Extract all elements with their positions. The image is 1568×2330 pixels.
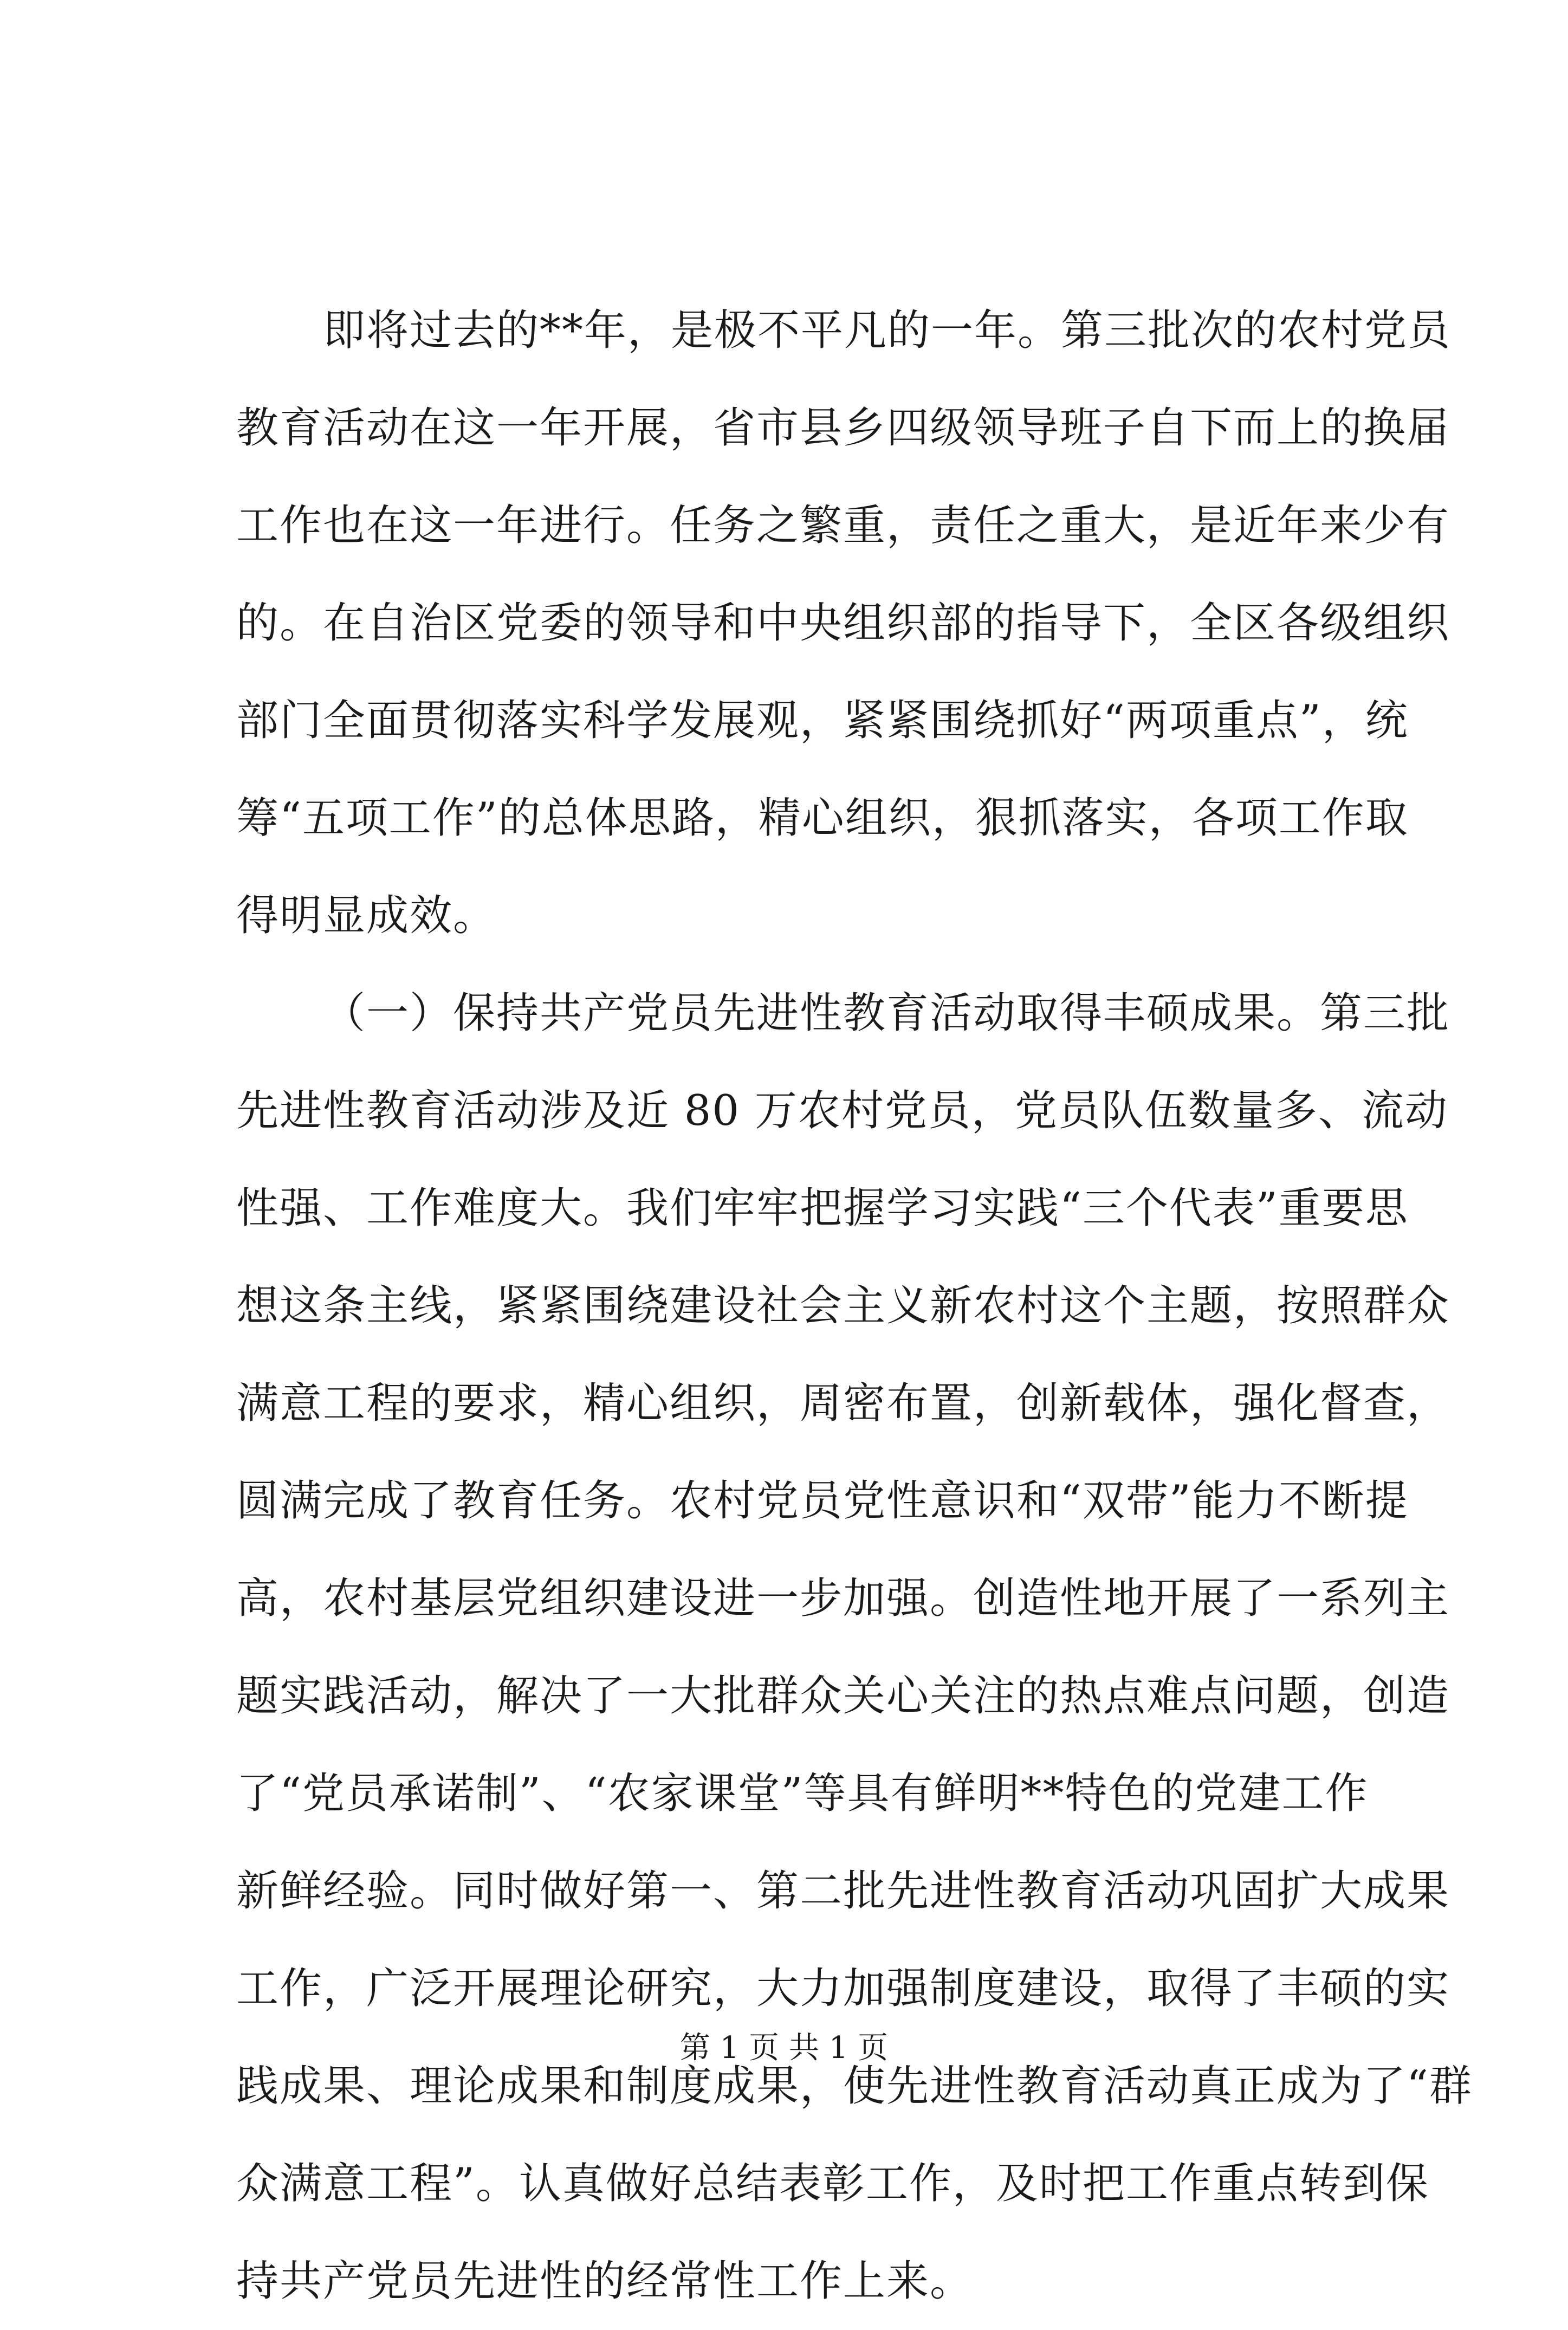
paragraph-2-line-2: 先进性教育活动涉及近 80 万农村党员，党员队伍数量多、流动 [236, 1086, 1448, 1135]
paragraph-2-line-3: 性强、工作难度大。我们牢牢把握学习实践“三个代表”重要思 [236, 1184, 1409, 1233]
paragraph-1-line-5: 部门全面贯彻落实科学发展观，紧紧围绕抓好“两项重点”，统 [236, 696, 1409, 745]
paragraph-2-line-10: 新鲜经验。同时做好第一、第二批先进性教育活动巩固扩大成果 [236, 1867, 1450, 1915]
paragraph-2-line-7: 高，农村基层党组织建设进一步加强。创造性地开展了一系列主 [236, 1574, 1450, 1623]
body-text [236, 282, 1473, 2330]
paragraph-1-line-4: 的。在自治区党委的领导和中央组织部的指导下，全区各级组织 [236, 599, 1450, 648]
page-footer: 第 1 页 共 1 页 [679, 2030, 889, 2066]
paragraph-1-line-6: 筹“五项工作”的总体思路，精心组织，狠抓落实，各项工作取 [236, 794, 1409, 843]
paragraph-2-line-4: 想这条主线，紧紧围绕建设社会主义新农村这个主题，按照群众 [236, 1282, 1450, 1330]
paragraph-1-line-3: 工作也在这一年进行。任务之繁重，责任之重大，是近年来少有 [236, 501, 1450, 550]
paragraph-2-line-14: 持共产党员先进性的经常性工作上来。 [236, 2257, 974, 2306]
paragraph-2-line-8: 题实践活动，解决了一大批群众关心关注的热点难点问题，创造 [236, 1672, 1450, 1720]
paragraph-2-line-9: 了“党员承诺制”、“农家课堂”等具有鲜明**特色的党建工作 [236, 1769, 1369, 1818]
paragraph-2-line-1: （一）保持共产党员先进性教育活动取得丰硕成果。第三批 [323, 989, 1450, 1038]
paragraph-2-line-6: 圆满完成了教育任务。农村党员党性意识和“双带”能力不断提 [236, 1477, 1409, 1525]
paragraph-2-line-12: 践成果、理论成果和制度成果，使先进性教育活动真正成为了“群 [236, 2062, 1473, 2111]
paragraph-1-line-1: 即将过去的**年，是极不平凡的一年。第三批次的农村党员 [323, 306, 1452, 355]
paragraph-2-line-11: 工作，广泛开展理论研究，大力加强制度建设，取得了丰硕的实 [236, 1964, 1450, 2013]
paragraph-2-line-13: 众满意工程”。认真做好总结表彰工作，及时把工作重点转到保 [236, 2159, 1429, 2208]
paragraph-1-line-7: 得明显成效。 [236, 891, 497, 940]
paragraph-2-line-5: 满意工程的要求，精心组织，周密布置，创新载体，强化督查， [236, 1379, 1450, 1428]
paragraph-1-line-2: 教育活动在这一年开展，省市县乡四级领导班子自下而上的换届 [236, 404, 1450, 452]
